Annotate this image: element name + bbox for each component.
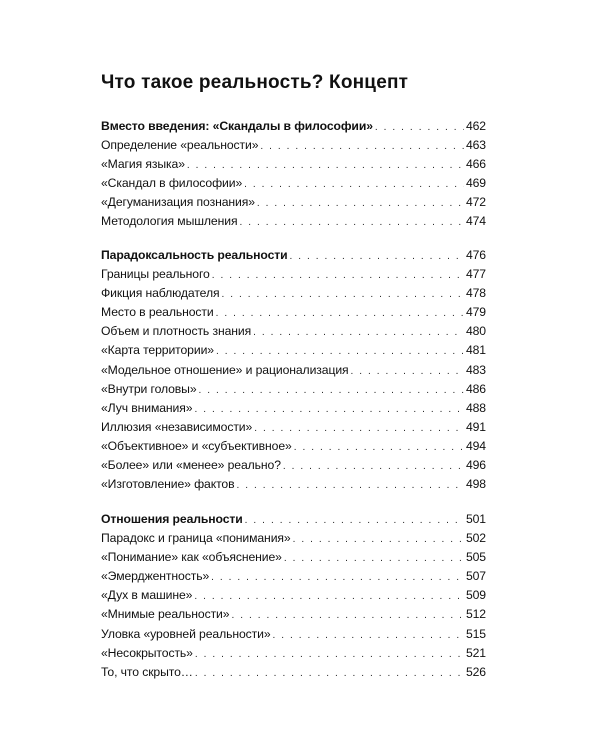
toc-page-number: 474 — [465, 214, 486, 229]
toc-entry — [101, 212, 486, 231]
toc-entry-title: Парадокс и граница «понимания» — [101, 531, 291, 546]
toc-entry — [101, 529, 486, 548]
toc-entry-title: «Модельное отношение» и рационализация — [101, 362, 349, 377]
toc-entry-title: «Объективное» и «субъективное» — [101, 438, 292, 453]
dot-leader — [195, 645, 464, 664]
toc-page-number: 491 — [465, 419, 486, 434]
toc-entry — [101, 284, 486, 303]
toc-entry-title: «Мнимые реальности» — [101, 607, 230, 622]
dot-leader — [212, 266, 464, 285]
toc-entry — [101, 605, 486, 624]
toc-page-number: 481 — [465, 343, 486, 358]
toc-entry-title: «Внутри головы» — [101, 381, 197, 396]
toc-entry — [101, 341, 486, 360]
toc-entry-title: Отношения реальности — [101, 512, 243, 526]
dot-leader — [216, 304, 464, 323]
toc-entry-title: Фикция наблюдателя — [101, 286, 220, 301]
toc-page-number: 469 — [465, 176, 486, 191]
toc-entry — [101, 475, 486, 494]
toc-entry-title: «Эмерджентность» — [101, 569, 210, 584]
dot-leader — [211, 568, 464, 587]
toc-entry-title: Вместо введения: «Скандалы в философии» — [101, 119, 373, 133]
toc-section-3 — [101, 510, 486, 682]
toc-entry-title: Место в реальности — [101, 305, 214, 320]
toc-entry — [101, 380, 486, 399]
dot-leader — [245, 511, 464, 530]
toc-page-number: 476 — [465, 248, 486, 262]
toc-page-number: 509 — [465, 588, 486, 603]
dot-leader — [221, 285, 463, 304]
toc-page-number: 488 — [465, 400, 486, 415]
toc-entry — [101, 456, 486, 475]
toc-entry — [101, 193, 486, 212]
toc-entry-title: Определение «реальности» — [101, 138, 259, 153]
toc-page-number: 498 — [465, 477, 486, 492]
dot-leader — [290, 247, 464, 266]
dot-leader — [236, 476, 463, 495]
dot-leader — [253, 323, 464, 342]
toc-page-number: 494 — [465, 438, 486, 453]
toc-entry-title: «Луч внимания» — [101, 400, 193, 415]
toc-entry — [101, 586, 486, 605]
dot-leader — [375, 118, 464, 137]
dot-leader — [260, 137, 464, 156]
toc-page-number: 480 — [465, 324, 486, 339]
toc-page-number: 502 — [465, 531, 486, 546]
toc-section-heading — [101, 117, 486, 136]
toc-page-number: 526 — [465, 664, 486, 679]
dot-leader — [294, 438, 464, 457]
toc-entry-title: «Дегуманизация познания» — [101, 195, 255, 210]
toc-entry-title: «Скандал в философии» — [101, 176, 243, 191]
page-title: Что такое реальность? Концепт — [101, 72, 409, 93]
toc-page-number: 486 — [465, 381, 486, 396]
toc-page-number: 501 — [465, 512, 486, 526]
dot-leader — [187, 156, 464, 175]
toc-entry — [101, 418, 486, 437]
toc-entry — [101, 361, 486, 380]
toc-entry-title: «Карта территории» — [101, 343, 214, 358]
toc-entry-title: «Изготовление» фактов — [101, 477, 235, 492]
toc-page-number: 507 — [465, 569, 486, 584]
dot-leader — [199, 381, 464, 400]
toc-entry — [101, 644, 486, 663]
toc-entry — [101, 548, 486, 567]
dot-leader — [194, 587, 464, 606]
dot-leader — [273, 626, 464, 645]
dot-leader — [293, 530, 464, 549]
toc-page-number: 463 — [465, 138, 486, 153]
toc-entry — [101, 174, 486, 193]
toc-page-number: 466 — [465, 157, 486, 172]
toc-entry — [101, 625, 486, 644]
toc-page-number: 472 — [465, 195, 486, 210]
toc-entry-title: Объем и плотность знания — [101, 324, 252, 339]
toc-entry — [101, 265, 486, 284]
toc-page-number: 479 — [465, 305, 486, 320]
toc-entry — [101, 663, 486, 682]
toc-entry-title: «Понимание» как «объяснение» — [101, 550, 282, 565]
toc-entry-title: «Магия языка» — [101, 157, 185, 172]
toc-section-2 — [101, 246, 486, 494]
toc-entry — [101, 567, 486, 586]
toc-entry-title: Методология мышления — [101, 214, 238, 229]
toc-entry-title: «Более» или «менее» реально? — [101, 458, 281, 473]
dot-leader — [194, 400, 464, 419]
toc-section-heading — [101, 246, 486, 265]
dot-leader — [283, 457, 464, 476]
toc-page-number: 496 — [465, 458, 486, 473]
dot-leader — [195, 664, 464, 683]
toc-entry — [101, 155, 486, 174]
toc-entry — [101, 136, 486, 155]
toc-entry-title: «Дух в машине» — [101, 588, 193, 603]
toc-entry — [101, 399, 486, 418]
toc-page-number: 483 — [465, 362, 486, 377]
dot-leader — [239, 213, 464, 232]
toc-page-number: 515 — [465, 626, 486, 641]
dot-leader — [231, 606, 464, 625]
toc-page-number: 505 — [465, 550, 486, 565]
dot-leader — [216, 342, 464, 361]
dot-leader — [284, 549, 464, 568]
toc-entry — [101, 322, 486, 341]
dot-leader — [257, 194, 464, 213]
toc-entry-title: Границы реального — [101, 267, 210, 282]
toc-entry — [101, 303, 486, 322]
toc-page-number: 512 — [465, 607, 486, 622]
toc-entry-title: «Несокрытость» — [101, 645, 193, 660]
toc-entry-title: Парадоксальность реальности — [101, 248, 288, 262]
dot-leader — [254, 419, 464, 438]
toc-section-1 — [101, 117, 486, 232]
toc-page-number: 462 — [465, 119, 486, 133]
toc-page-number: 478 — [465, 286, 486, 301]
toc-page-number: 521 — [465, 645, 486, 660]
toc-entry-title: То, что скрыто… — [101, 664, 193, 679]
dot-leader — [351, 362, 464, 381]
toc-entry-title: Иллюзия «независимости» — [101, 419, 253, 434]
toc-page-number: 477 — [465, 267, 486, 282]
toc-entry — [101, 437, 486, 456]
toc-entry-title: Уловка «уровней реальности» — [101, 626, 271, 641]
dot-leader — [244, 175, 464, 194]
toc-section-heading — [101, 510, 486, 529]
